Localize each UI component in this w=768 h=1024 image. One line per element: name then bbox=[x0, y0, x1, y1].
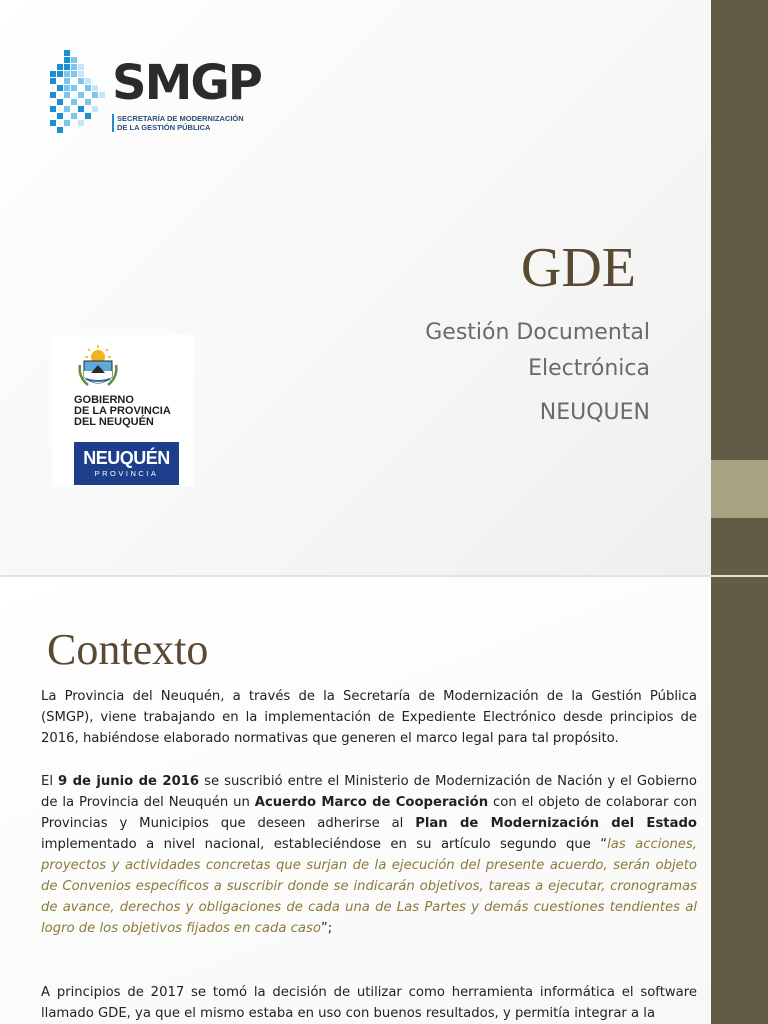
badge-sub-text: PROVINCIA bbox=[94, 469, 159, 478]
p2-text-2: se suscribió entre el Ministerio de Modernización de Nación y el Gobierno de la Provincia del Neuquén un bbox=[41, 774, 697, 810]
context-paragraph-2 bbox=[41, 771, 697, 939]
slide-sidebar-accent bbox=[711, 460, 768, 518]
government-label-line3: DEL NEUQUÉN bbox=[74, 416, 154, 428]
neuquen-government-logo bbox=[52, 335, 194, 487]
smgp-wordmark: SMGP bbox=[112, 55, 261, 111]
context-paragraph-1: La Provincia del Neuquén, a través de la Secretaría de Modernización de la Gestión Pública (SMGP), viene trabajando en la implementación de Expediente Electrónico desde principios de 2016, habiéndose elaborado normativas que generen el marco legal para tal propósito. bbox=[41, 689, 697, 746]
smgp-subtitle bbox=[112, 114, 292, 132]
location-label: NEUQUEN bbox=[539, 400, 650, 425]
government-label-line2: DE LA PROVINCIA bbox=[74, 405, 171, 417]
badge-main-text: NEUQUÉN bbox=[83, 448, 170, 468]
slide-title: GDE bbox=[520, 237, 636, 299]
p2-quote: las acciones, proyectos y actividades concretas que surjan de la ejecución del presente acuerdo, serán objeto de Convenios específicos a suscribir donde se indicarán objetivos, tareas a ejecutar, cronogramas de avance, derechos y obligaciones de cada una de Las Partes y demás cuestiones tendientes al logro de los objetivos fijados en cada caso bbox=[41, 837, 697, 936]
p2-plan: Plan de Modernización del Estado bbox=[415, 816, 697, 831]
slide-sidebar bbox=[711, 577, 768, 1024]
p2-text-1: El bbox=[41, 774, 58, 789]
smgp-subtitle-line1: SECRETARÍA DE MODERNIZACIÓN bbox=[117, 114, 244, 123]
smgp-logo bbox=[50, 50, 290, 140]
subtitle-line2: Electrónica bbox=[528, 356, 650, 381]
smgp-subtitle-line2: DE LA GESTIÓN PÚBLICA bbox=[117, 123, 211, 132]
smgp-pixel-mark-icon bbox=[50, 50, 106, 134]
p2-text-5: ”; bbox=[320, 921, 333, 936]
context-paragraph-3: A principios de 2017 se tomó la decisión de utilizar como herramienta informática el software llamado GDE, ya que el mismo estaba en uso con buenos resultados, y permitía integrar a la bbox=[41, 985, 697, 1021]
government-label bbox=[74, 395, 171, 428]
p2-date: 9 de junio de 2016 bbox=[58, 774, 200, 789]
subtitle-line1: Gestión Documental bbox=[425, 320, 650, 345]
p2-agreement: Acuerdo Marco de Cooperación bbox=[254, 795, 489, 810]
neuquen-province-badge bbox=[74, 442, 179, 485]
government-label-line1: GOBIERNO bbox=[74, 394, 134, 406]
context-title: Contexto bbox=[47, 625, 209, 674]
p2-text-4: implementado a nivel nacional, estableciéndose en su artículo segundo que “ bbox=[41, 837, 608, 852]
p2-text-3: con el objeto de colaborar con Provincias y Municipios que deseen adherirse al bbox=[41, 795, 697, 831]
provincial-coat-of-arms-icon bbox=[74, 343, 122, 391]
slide-subtitle bbox=[425, 315, 650, 431]
context-body bbox=[41, 686, 697, 1024]
